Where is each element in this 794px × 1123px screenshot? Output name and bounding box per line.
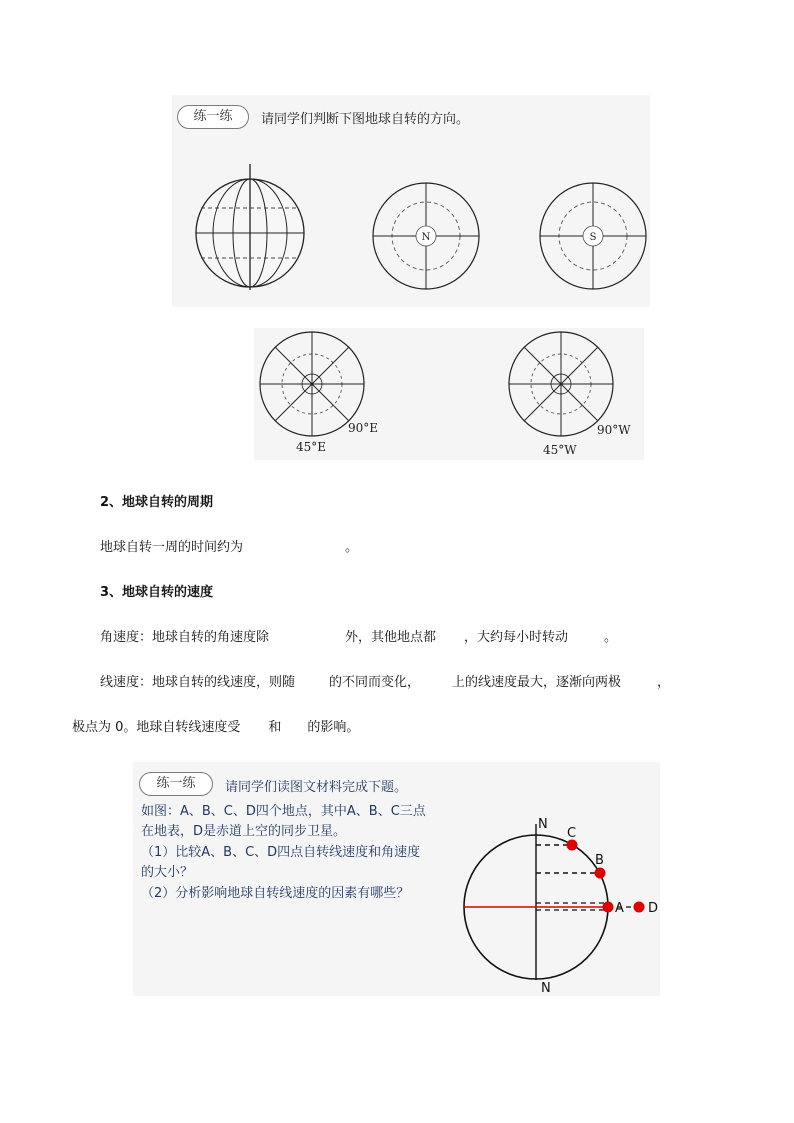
label-d: D: [648, 901, 659, 916]
label-b: B: [595, 853, 604, 868]
label-n-top: N: [538, 817, 548, 832]
linear-speed-line2: [72, 716, 359, 735]
linear-speed-a: 线速度：地球自转的线速度，则随: [100, 675, 296, 690]
exercise2-text2: 在地表，D是赤道上空的同步卫星。: [141, 824, 347, 839]
globe-meridian-figure: [193, 162, 313, 292]
polar-east-90-label: 90°E: [348, 421, 379, 435]
north-pole-label: N: [421, 232, 431, 243]
polar-diagram-east: [254, 330, 394, 460]
exercise2-prompt: 请同学们读图文材料完成下题。: [225, 780, 408, 795]
north-polar-figure: [370, 180, 482, 292]
exercise2-text1: 如图：A、B、C、D四个地点，其中A、B、C三点: [141, 804, 426, 819]
exercise2-text4: 的大小？: [141, 865, 194, 880]
linear-speed-c: 上的线速度最大，逐渐向两极: [452, 675, 622, 690]
point-d: [634, 902, 645, 913]
label-c: C: [567, 826, 577, 841]
polar-west-90-label: 90°W: [597, 423, 631, 437]
polar-west-45-label: 45°W: [543, 443, 577, 457]
angular-speed-a: 角速度：地球自转的角速度除: [100, 630, 270, 645]
exercise2-badge: 练一练: [139, 772, 213, 796]
label-n-bottom: N: [541, 981, 551, 995]
polar-diagram-west: [503, 330, 648, 460]
label-a: A: [615, 901, 624, 916]
angular-speed-b: 外，其他地点都: [345, 630, 437, 645]
rotation-period-line: [100, 536, 358, 555]
point-b: [595, 868, 606, 879]
angular-speed-c: ，大约每小时转动: [464, 630, 569, 645]
rotation-period-text: 地球自转一周的时间约为: [100, 540, 244, 555]
south-pole-label: S: [589, 232, 597, 243]
exercise1-badge: 练一练: [177, 105, 249, 129]
rotation-period-end: 。: [345, 540, 359, 555]
exercise2-text3: （1）比较A、B、C、D四点自转线速度和角速度: [141, 845, 421, 860]
angular-speed-d: 。: [604, 630, 618, 645]
point-a: [603, 902, 614, 913]
earth-cross-section-figure: [455, 810, 665, 995]
polar-east-45-label: 45°E: [296, 440, 327, 454]
linear-speed-b: 的不同而变化，: [329, 675, 421, 690]
section2-heading: 2、地球自转的周期: [100, 495, 214, 510]
linear-speed2-b: 和: [268, 720, 282, 735]
linear-speed-d: ，: [657, 675, 671, 690]
south-polar-figure: [537, 180, 649, 292]
point-c: [567, 840, 578, 851]
linear-speed2-c: 的影响。: [307, 720, 360, 735]
exercise1-prompt: 请同学们判断下图地球自转的方向。: [261, 112, 470, 127]
linear-speed-line: [100, 671, 670, 690]
linear-speed2-a: 极点为 0。地球自转线速度受: [72, 720, 241, 735]
angular-speed-line: [100, 626, 617, 645]
exercise2-text5: （2）分析影响地球自转线速度的因素有哪些？: [141, 886, 410, 901]
section3-heading: 3、地球自转的速度: [100, 585, 214, 600]
